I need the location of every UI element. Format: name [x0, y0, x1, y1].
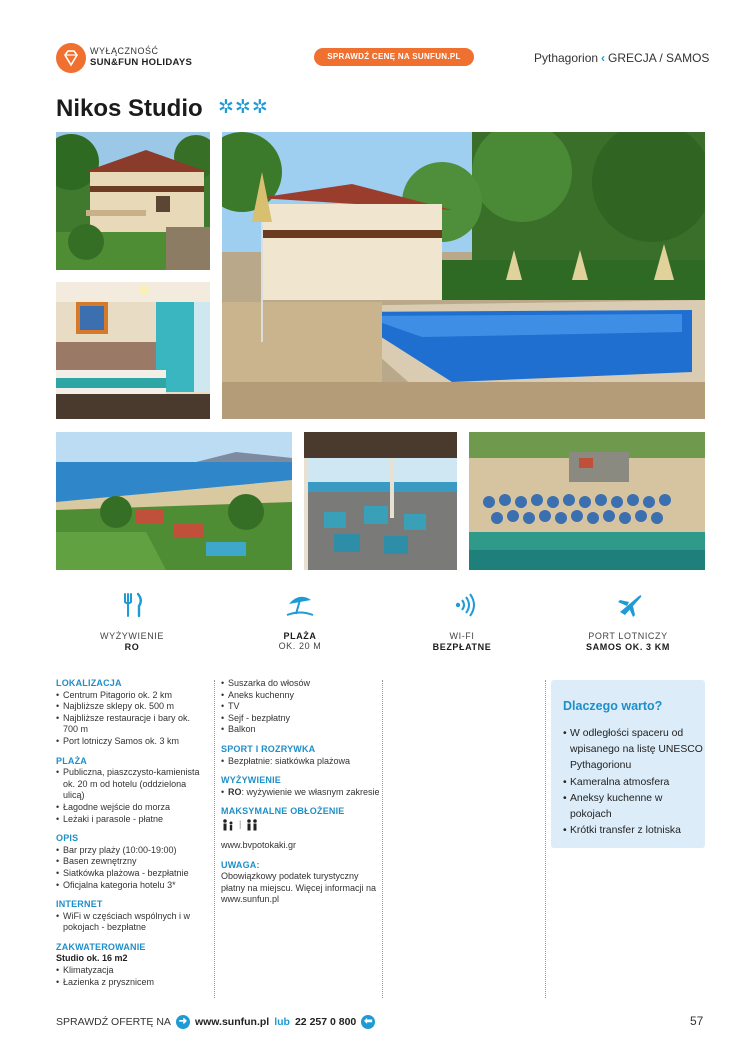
- list-item: [221, 787, 381, 799]
- list-item: • Najbliższe sklepy ok. 500 m: [56, 701, 206, 713]
- meal-code: RO: [228, 786, 242, 797]
- arrow-left-icon: ⬅: [361, 1015, 375, 1029]
- diamond-icon: [62, 49, 80, 67]
- list-item: • W odległości spaceru od wpisanego na listę UNESCO Pythagorionu: [563, 726, 703, 775]
- room-type: Studio ok. 16 m2: [56, 953, 128, 964]
- list-item: • Najbliższe restauracje i bary ok. 700 m: [56, 713, 206, 736]
- occupancy-separator: |: [239, 819, 242, 830]
- section-accommodation: [56, 942, 206, 988]
- photo-coast-aerial: [56, 432, 292, 570]
- section-room-amenities: [221, 678, 381, 736]
- breadcrumb-place[interactable]: Pythagorion: [534, 51, 599, 65]
- section-occupancy: [221, 806, 381, 832]
- section-occupancy-heading: MAKSYMALNE OBŁOŻENIE: [221, 806, 345, 817]
- section-internet-heading: INTERNET: [56, 899, 103, 910]
- brand-tagline: WYŁĄCZNOŚĆ: [90, 46, 159, 56]
- section-location: [56, 678, 206, 748]
- feature-wifi: [410, 631, 514, 652]
- list-item: • Kameralna atmosfera: [563, 775, 703, 791]
- list-item: • Bezpłatnie: siatkówka plażowa: [221, 756, 381, 768]
- feature-beach-value: OK. 20 M: [278, 641, 322, 651]
- notice-text: Obowiązkowy podatek turystyczny płatny na miejscu. Więcej informacji na www.sunfun.pl: [221, 871, 377, 905]
- info-column-1: [56, 678, 206, 996]
- photo-room-interior: [56, 282, 210, 419]
- list-item: • Aneks kuchenny: [221, 690, 381, 702]
- footer-or: lub: [274, 1016, 290, 1028]
- column-divider: [545, 680, 546, 998]
- arrow-right-icon: ➜: [176, 1015, 190, 1029]
- column-divider: [214, 680, 215, 998]
- footer-phone[interactable]: 22 257 0 800: [294, 1016, 357, 1028]
- section-beach-heading: PLAŻA: [56, 755, 87, 766]
- list-item: • Sejf - bezpłatny: [221, 713, 381, 725]
- feature-meals-value: RO: [124, 642, 140, 652]
- list-item: • Centrum Pitagorio ok. 2 km: [56, 690, 206, 702]
- why-worth-heading: Dlaczego warto?: [563, 699, 663, 713]
- feature-beach-label: PLAŻA: [283, 631, 317, 641]
- section-location-heading: LOKALIZACJA: [56, 678, 122, 688]
- footer-prefix: SPRAWDŹ OFERTĘ NA: [56, 1016, 171, 1028]
- list-item: • Siatkówka plażowa - bezpłatnie: [56, 868, 206, 880]
- section-beach: [56, 756, 206, 826]
- list-item: • Port lotniczy Samos ok. 3 km: [56, 736, 206, 748]
- section-sport-heading: SPORT I ROZRYWKA: [221, 743, 316, 754]
- footer-cta: [56, 1015, 375, 1029]
- breadcrumb: [534, 51, 709, 65]
- feature-airport-value: SAMOS OK. 3 KM: [586, 642, 670, 652]
- feature-beach: [248, 631, 352, 651]
- brand-logo: [56, 43, 86, 73]
- list-item: • TV: [221, 701, 381, 713]
- hotel-website[interactable]: www.bvpotokaki.gr: [221, 839, 297, 850]
- airplane-icon: [612, 592, 648, 620]
- page-number: 57: [690, 1014, 704, 1028]
- photo-beach-bar: [304, 432, 457, 570]
- list-item: • Aneksy kuchenne w pokojach: [563, 791, 703, 823]
- section-description: [56, 833, 206, 891]
- section-meals-heading: WYŻYWIENIE: [221, 775, 281, 786]
- meal-description: : wyżywienie we własnym zakresie: [241, 786, 380, 797]
- column-divider: [382, 680, 383, 998]
- feature-wifi-label: WI-FI: [449, 631, 475, 641]
- brand-name: SUN&FUN HOLIDAYS: [90, 57, 193, 68]
- wifi-icon: [446, 592, 482, 620]
- section-meals: [221, 775, 381, 798]
- list-item: • Publiczna, piaszczysto-kamienista ok. 20 m od hotelu (oddzielona ulicą): [56, 767, 206, 802]
- section-notice: [221, 860, 381, 906]
- feature-meals: [80, 631, 184, 652]
- list-item: • Bar przy plaży (10:00-19:00): [56, 845, 206, 857]
- feature-meals-label: WYŻYWIENIE: [100, 631, 164, 641]
- chevron-left-icon: ‹: [601, 51, 606, 65]
- beach-umbrella-icon: [282, 592, 318, 620]
- list-item: • WiFi w częściach wspólnych i w pokojach - bezpłatne: [56, 911, 206, 934]
- hotel-stars: ✲✲✲: [218, 97, 269, 118]
- section-sport: [221, 744, 381, 767]
- section-description-heading: OPIS: [56, 833, 79, 844]
- feature-airport: [576, 631, 680, 652]
- photo-beach-umbrellas: [469, 432, 705, 570]
- footer-website-link[interactable]: www.sunfun.pl: [194, 1016, 270, 1028]
- page-title: Nikos Studio: [56, 95, 203, 122]
- list-item: • Suszarka do włosów: [221, 678, 381, 690]
- list-item: • Łagodne wejście do morza: [56, 802, 206, 814]
- list-item: • Oficjalna kategoria hotelu 3*: [56, 880, 206, 892]
- two-adults-icon: [245, 819, 259, 831]
- section-notice-heading: UWAGA:: [221, 859, 260, 870]
- list-item: • Łazienka z prysznicem: [56, 977, 206, 989]
- list-item: • Leżaki i parasole - płatne: [56, 814, 206, 826]
- cutlery-icon: [115, 592, 151, 620]
- photo-hotel-exterior: [56, 132, 210, 270]
- breadcrumb-region[interactable]: GRECJA / SAMOS: [608, 51, 710, 65]
- why-worth-box: [551, 680, 705, 848]
- list-item: • Balkon: [221, 724, 381, 736]
- feature-wifi-value: BEZPŁATNE: [432, 642, 492, 652]
- adult-child-icon: [221, 819, 235, 831]
- section-internet: [56, 899, 206, 934]
- check-price-button[interactable]: SPRAWDŹ CENĘ NA SUNFUN.PL: [314, 48, 474, 66]
- list-item: • Basen zewnętrzny: [56, 856, 206, 868]
- photo-pool: [222, 132, 705, 419]
- section-accommodation-heading: ZAKWATEROWANIE: [56, 941, 146, 952]
- feature-airport-label: PORT LOTNICZY: [588, 631, 668, 641]
- list-item: • Krótki transfer z lotniska: [563, 823, 703, 839]
- info-column-2: [221, 678, 381, 914]
- list-item: • Klimatyzacja: [56, 965, 206, 977]
